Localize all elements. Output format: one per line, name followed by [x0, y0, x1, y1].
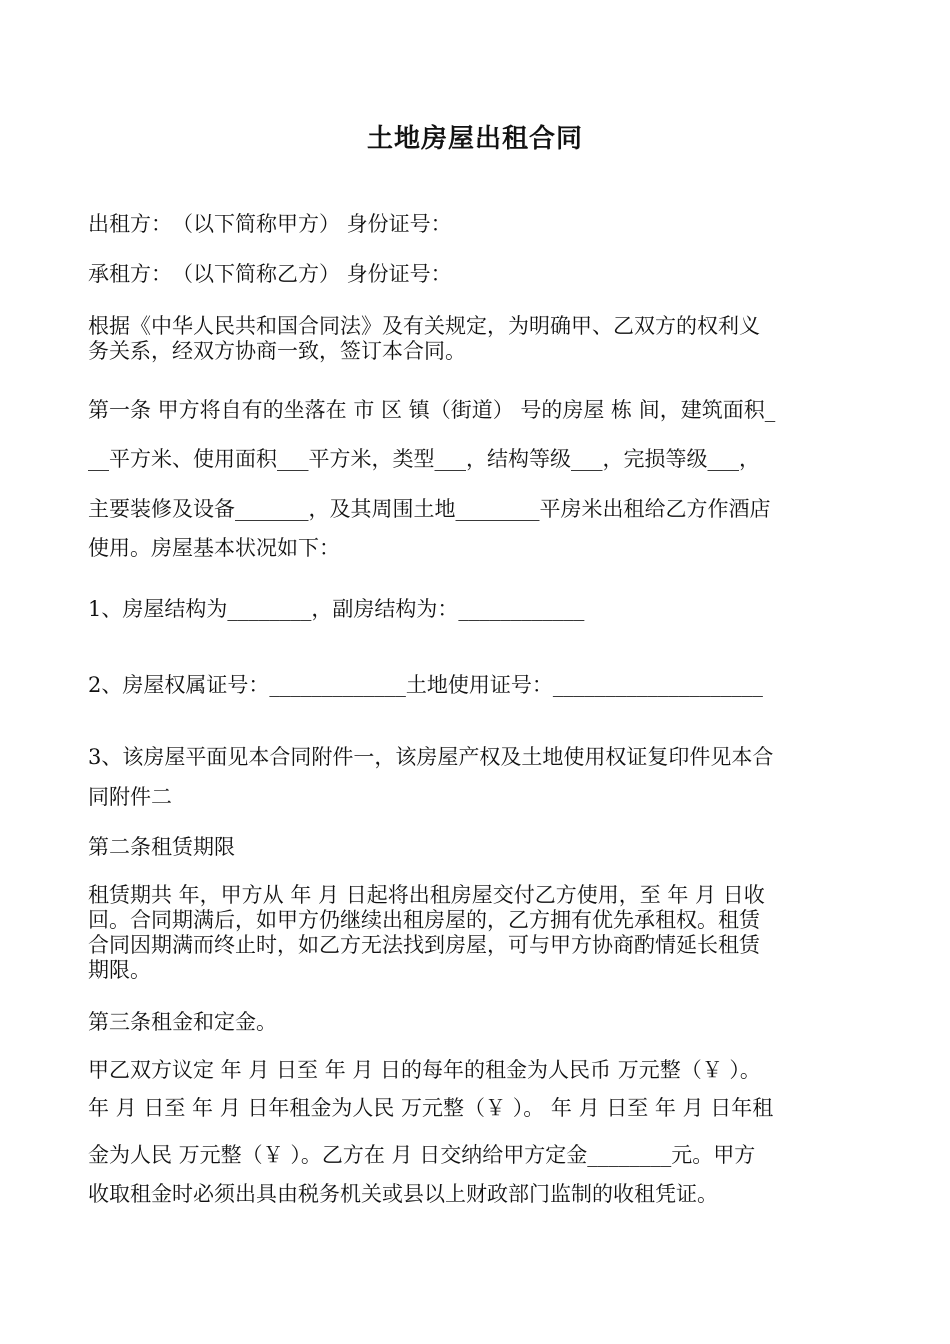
lessor-line: 出租方： （以下简称甲方） 身份证号： [88, 212, 452, 236]
article2-line-2: 回。合同期满后，如甲方仍继续出租房屋的，乙方拥有优先承租权。租赁 [88, 908, 760, 932]
article3-line-3: 金为人民 万元整（￥ ）。乙方在 月 日交纳给甲方定金________元。甲方 [88, 1143, 756, 1167]
item-1: 1、房屋结构为________，副房结构为：____________ [88, 597, 585, 621]
article1-line-1: 第一条 甲方将自有的坐落在 市 区 镇（街道） 号的房屋 栋 间，建筑面积_ [88, 398, 776, 422]
item-2: 2、房屋权属证号：_____________土地使用证号：____________________ [88, 673, 763, 697]
article2-heading: 第二条租赁期限 [88, 835, 235, 859]
lessee-line: 承租方： （以下简称乙方） 身份证号： [88, 262, 452, 286]
article3-line-2: 年 月 日至 年 月 日年租金为人民 万元整（￥ ）。 年 月 日至 年 月 日年租 [88, 1096, 774, 1120]
article3-heading: 第三条租金和定金。 [88, 1010, 277, 1034]
preamble-line-2: 务关系，经双方协商一致，签订本合同。 [88, 339, 466, 363]
article1-line-2: __平方米、使用面积___平方米，类型___，结构等级___，完损等级___， [88, 447, 760, 471]
item-3-line-1: 3、该房屋平面见本合同附件一，该房屋产权及土地使用权证复印件见本合 [88, 745, 774, 769]
article3-line-4: 收取租金时必须出具由税务机关或县以上财政部门监制的收租凭证。 [88, 1182, 718, 1206]
article2-line-4: 期限。 [88, 958, 151, 982]
item-3-line-2: 同附件二 [88, 785, 172, 809]
article2-line-1: 租赁期共 年，甲方从 年 月 日起将出租房屋交付乙方使用，至 年 月 日收 [88, 883, 765, 907]
article2-line-3: 合同因期满而终止时，如乙方无法找到房屋，可与甲方协商酌情延长租赁 [88, 933, 760, 957]
article1-line-4: 使用。房屋基本状况如下： [88, 536, 340, 560]
document-title: 土地房屋出租合同 [366, 124, 583, 154]
preamble-line-1: 根据《中华人民共和国合同法》及有关规定，为明确甲、乙双方的权利义 [88, 314, 760, 338]
article3-line-1: 甲乙双方议定 年 月 日至 年 月 日的每年的租金为人民币 万元整（￥ ）。 [88, 1058, 761, 1082]
article1-line-3: 主要装修及设备_______，及其周围土地________平房米出租给乙方作酒店 [88, 497, 771, 521]
